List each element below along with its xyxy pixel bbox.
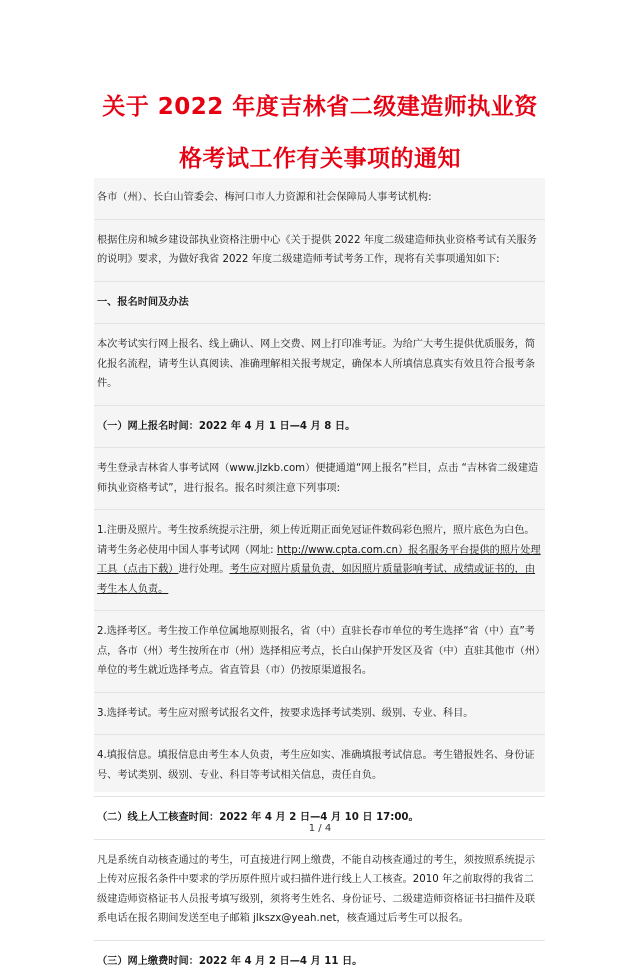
divider — [94, 509, 545, 510]
photo-text-a: 1.注册及照片。考生按系统提示注册，须上传近期正面免冠证件数码彩色照片，照片底色为白色。请考生务必使用中国人事考试网（网址: — [97, 525, 535, 556]
divider — [94, 839, 545, 840]
title-line-2: 格考试工作有关事项的通知 — [0, 140, 640, 173]
divider — [94, 692, 545, 693]
item-photo — [97, 521, 541, 599]
title-line-1: 关于 2022 年度吉林省二级建造师执业资 — [0, 88, 640, 121]
photo-text-d: 考生应对照片质量负责，如因照片质量影响考试、成绩或证书的，由考生本人负责。 — [97, 564, 535, 595]
photo-text-c: 进行处理。 — [179, 564, 230, 575]
section-heading-1: 一、报名时间及办法 — [97, 293, 541, 313]
photo-tool-link[interactable]: http://www.cpta.com.cn）报名服务平台提供的照片处理工具（点击下载） — [97, 545, 541, 576]
divider — [94, 447, 545, 448]
divider — [94, 610, 545, 611]
divider — [94, 796, 545, 797]
divider — [94, 219, 545, 220]
divider — [94, 940, 545, 941]
subsection-heading-3: （三）网上缴费时间：2022 年 4 月 2 日—4 月 11 日。 — [97, 952, 541, 971]
item-exam-select: 3.选择考试。考生应对照考试报名文件，按要求选择考试类别、级别、专业、科目。 — [97, 704, 541, 724]
page-number: 1 / 4 — [0, 823, 640, 834]
subsection-heading-1: （一）网上报名时间：2022 年 4 月 1 日—4 月 8 日。 — [97, 417, 541, 437]
divider — [94, 405, 545, 406]
registration-instructions: 考生登录吉林省人事考试网（www.jlzkb.com）便捷通道“网上报名”栏目，点击 “吉林省二级建造师执业资格考试”，进行报名。报名时须注意下列事项: — [97, 459, 541, 498]
subsection-heading-2: （二）线上人工核查时间：2022 年 4 月 2 日—4 月 10 日 17:00。 — [97, 808, 541, 828]
divider — [94, 323, 545, 324]
intro-paragraph: 根据住房和城乡建设部执业资格注册中心《关于提供 2022 年度二级建造师执业资格考试有关服务的说明》要求，为做好我省 2022 年度二级建造师考试考务工作，现将有关事项通知如下: — [97, 231, 541, 270]
divider — [94, 734, 545, 735]
item-exam-area: 2.选择考区。考生按工作单位属地原则报名，省（中）直驻长春市单位的考生选择“省（中）直”考点，各市（州）考生按所在市（州）选择相应考点，长白山保护开发区及省（中）直驻其他市（州）单位的考生就近选择考点。省直管县（市）仍按原渠道报名。 — [97, 622, 541, 681]
document-body — [94, 178, 545, 792]
manual-review-paragraph: 凡是系统自动核查通过的考生，可直接进行网上缴费，不能自动核查通过的考生，须按照系统提示上传对应报名条件中要求的学历原件照片或扫描件进行线上人工核查。2010 年之前取得的我省二级建造师资格证书人员报考填写级别，须将考生姓名、身份证号、二级建造师资格证书扫描件及联系电话在报名期间发送至电子邮箱 jlkszx@yeah.net，核查通过后考生可以报名。 — [97, 851, 541, 929]
addressee: 各市（州）、长白山管委会、梅河口市人力资源和社会保障局人事考试机构: — [97, 188, 541, 208]
registration-intro: 本次考试实行网上报名、线上确认、网上交费、网上打印准考证。为给广大考生提供优质服务，简化报名流程，请考生认真阅读、准确理解相关报考规定，确保本人所填信息真实有效且符合报考条件。 — [97, 335, 541, 394]
divider — [94, 281, 545, 282]
item-fill-info: 4.填报信息。填报信息由考生本人负责，考生应如实、准确填报考试信息。考生错报姓名、身份证号、考试类别、级别、专业、科目等考试相关信息，责任自负。 — [97, 746, 541, 785]
